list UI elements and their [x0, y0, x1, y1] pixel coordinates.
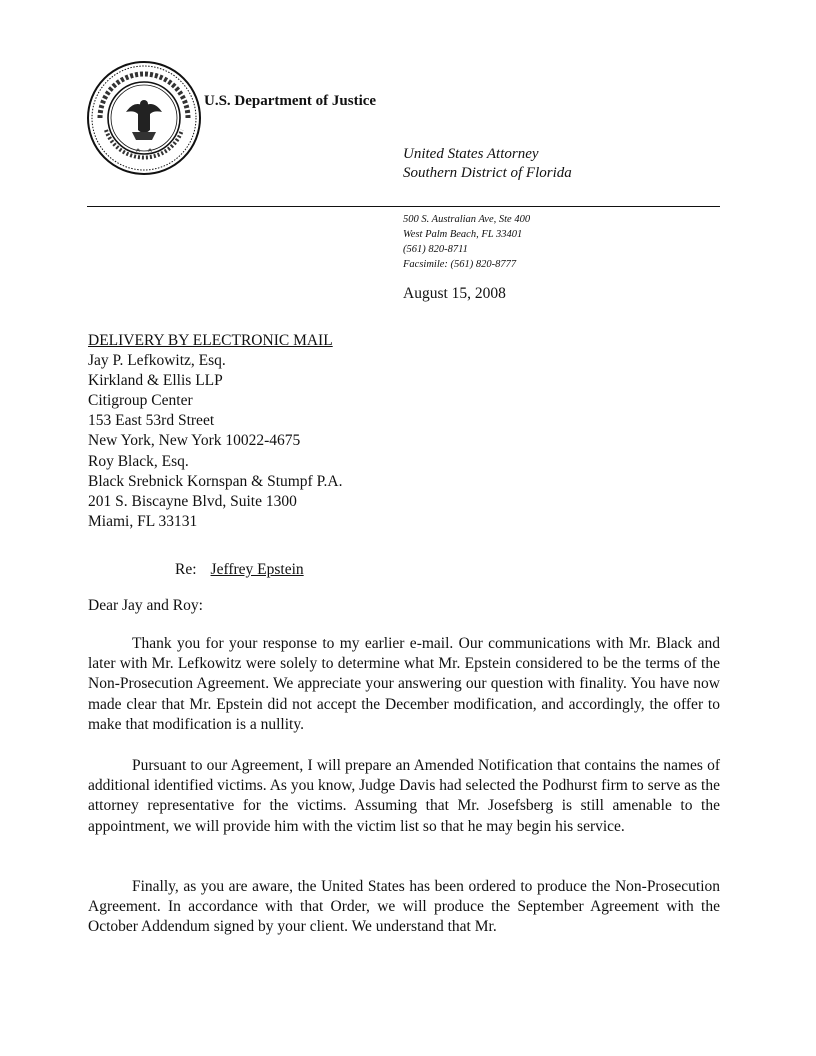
- recipient-line: Roy Black, Esq.: [88, 453, 189, 470]
- re-subject: Jeffrey Epstein: [210, 561, 304, 578]
- office-title: United States Attorney: [403, 146, 539, 162]
- recipient-line: 153 East 53rd Street: [88, 412, 215, 429]
- recipient-block-2: [88, 452, 342, 532]
- recipient-line: Citigroup Center: [88, 392, 193, 409]
- recipient-line: Kirkland & Ellis LLP: [88, 372, 223, 389]
- re-line: [175, 561, 304, 579]
- recipient-block-1: [88, 331, 333, 451]
- delivery-method: DELIVERY BY ELECTRONIC MAIL: [88, 332, 333, 349]
- phone-line: (561) 820-8711: [403, 244, 468, 255]
- salutation: Dear Jay and Roy:: [88, 597, 203, 614]
- office-title-block: [403, 145, 572, 183]
- address-line: West Palm Beach, FL 33401: [403, 229, 523, 240]
- fax-line: Facsimile: (561) 820-8777: [403, 259, 517, 270]
- body-paragraph: Finally, as you are aware, the United States has been ordered to produce the Non-Prosecution Agreement. In accordance with that Order, we will produce the September Agreement with the October Addendum signed by your client. We understand that Mr.: [88, 878, 720, 936]
- recipient-line: 201 S. Biscayne Blvd, Suite 1300: [88, 493, 297, 510]
- agency-name: U.S. Department of Justice: [204, 93, 377, 109]
- doj-seal-icon: [86, 60, 202, 176]
- body-paragraph: Thank you for your response to my earlier e-mail. Our communications with Mr. Black and later with Mr. Lefkowitz were solely to determine what Mr. Epstein considered to be the terms of the Non-Prosecution Agreement. We appreciate your answering our question with finality. You have now made clear that Mr. Epstein did not accept the December modification, and accordingly, the offer to make that modification is a nullity.: [88, 635, 720, 733]
- office-address: [403, 212, 530, 272]
- letterhead-divider: [87, 206, 720, 207]
- body-paragraph: Pursuant to our Agreement, I will prepare an Amended Notification that contains the names of additional identified victims. As you know, Judge Davis had selected the Podhurst firm to serve as the attorney representative for the victims. Assuming that Mr. Josefsberg is still amenable to the appointment, we will provide him with the victim list so that he may begin his service.: [88, 757, 720, 835]
- recipient-line: Miami, FL 33131: [88, 513, 198, 530]
- recipient-line: Black Srebnick Kornspan & Stumpf P.A.: [88, 473, 343, 490]
- office-district: Southern District of Florida: [403, 165, 572, 181]
- address-line: 500 S. Australian Ave, Ste 400: [403, 214, 531, 225]
- re-label: Re:: [175, 561, 197, 578]
- recipient-line: Jay P. Lefkowitz, Esq.: [88, 352, 226, 369]
- letter-date: August 15, 2008: [403, 285, 506, 302]
- recipient-line: New York, New York 10022-4675: [88, 432, 301, 449]
